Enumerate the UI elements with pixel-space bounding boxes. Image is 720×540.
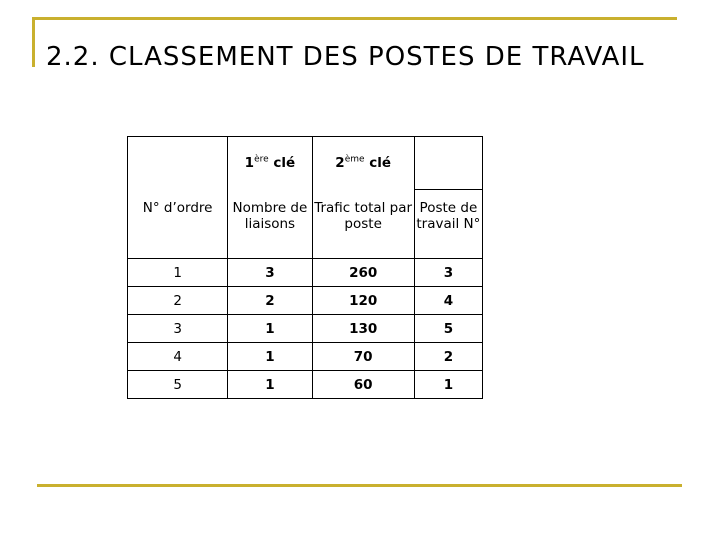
second-key-word: clé [369,155,392,172]
header-links: Nombre de liaisons [228,190,312,259]
traffic-cell: 70 [312,343,414,371]
post-cell: 3 [414,259,482,287]
slide-title: 2.2. CLASSEMENT DES POSTES DE TRAVAIL [46,42,645,72]
table-row [128,343,483,371]
order-cell: 4 [128,343,228,371]
post-cell: 2 [414,343,482,371]
post-cell: 5 [414,315,482,343]
key-row-empty-cell [128,137,228,190]
traffic-cell: 260 [312,259,414,287]
order-cell: 3 [128,315,228,343]
table-row [128,315,483,343]
post-cell: 1 [414,371,482,399]
second-key-superscript: ème [344,154,365,165]
post-cell: 4 [414,287,482,315]
order-cell: 2 [128,287,228,315]
traffic-cell: 60 [312,371,414,399]
links-cell: 1 [228,315,312,343]
links-cell: 2 [228,287,312,315]
traffic-cell: 120 [312,287,414,315]
table-row [128,259,483,287]
title-accent-bar-top [32,17,677,20]
first-key-cell [228,137,312,190]
title-accent-bar-left [32,17,35,67]
header-row [128,190,483,259]
table-row [128,287,483,315]
first-key-word: clé [273,155,296,172]
order-cell: 1 [128,259,228,287]
first-key-number: 1 [244,155,255,172]
header-order: N° d’ordre [128,190,228,259]
key-row-empty-cell [414,137,482,190]
table-row [128,371,483,399]
links-cell: 1 [228,371,312,399]
first-key-superscript: ère [254,154,269,165]
header-post: Poste de travail N° [414,190,482,259]
links-cell: 1 [228,343,312,371]
footer-accent-bar [37,484,682,487]
second-key-number: 2 [335,155,345,172]
workstation-ranking-table [127,136,483,399]
traffic-cell: 130 [312,315,414,343]
links-cell: 3 [228,259,312,287]
second-key-cell [312,137,414,190]
order-cell: 5 [128,371,228,399]
header-traffic: Trafic total par poste [312,190,414,259]
key-row [128,137,483,190]
